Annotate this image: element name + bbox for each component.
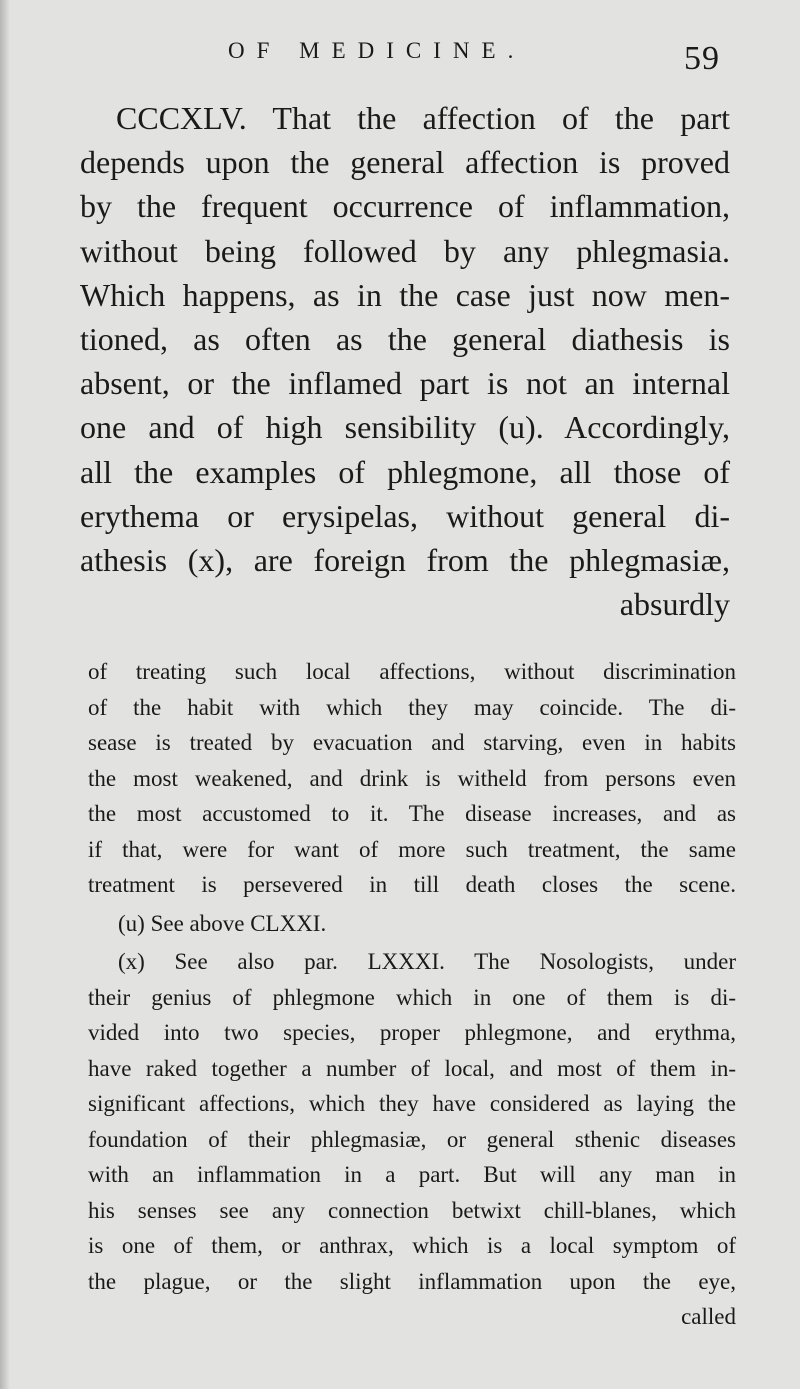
- footnote-x-line: have raked together a number of local, and most of them in-: [88, 1055, 736, 1081]
- running-head: OF MEDICINE.: [228, 38, 526, 63]
- text-line: Which happens, as in the case just now men-: [80, 276, 730, 313]
- footnote-line: the most accustomed to it. The disease increases, and as: [88, 801, 736, 826]
- footnote-u: (u) See above CLXXI.: [118, 910, 327, 936]
- main-paragraph: [80, 96, 730, 626]
- catchword-called: called: [681, 1304, 736, 1329]
- footnote-line: treatment is persevered in till death closes the scene.: [88, 872, 736, 897]
- text-line: tioned, as often as the general diathesis is: [80, 320, 730, 357]
- footnote-x-line: foundation of their phlegmasiæ, or general sthenic diseases: [88, 1126, 736, 1152]
- footnote-x-line: the plague, or the slight inflammation upon the eye,: [88, 1268, 736, 1294]
- text-line: by the frequent occurrence of inflammation,: [80, 188, 730, 225]
- footnote-line: sease is treated by evacuation and starving, even in habits: [88, 730, 736, 755]
- footnote-line: of treating such local affections, without discrimination: [88, 659, 736, 684]
- footnote-x-line: his senses see any connection betwixt chill-blanes, which: [88, 1197, 736, 1223]
- text-line: without being followed by any phlegmasia.: [80, 232, 730, 269]
- text-line: one and of high sensibility (u). Accordingly,: [80, 409, 730, 446]
- footnote-x-line: their genius of phlegmone which in one of them is di-: [88, 984, 736, 1010]
- text-line: all the examples of phlegmone, all those of: [80, 453, 730, 490]
- page-number: 59: [684, 40, 720, 77]
- footnote-x-line: vided into two species, proper phlegmone, and erythma,: [88, 1020, 736, 1045]
- text-line: depends upon the general affection is proved: [80, 144, 730, 181]
- footnote-line: of the habit with which they may coincide. The di-: [88, 694, 736, 720]
- footnote-line: the most weakened, and drink is witheld from persons even: [88, 765, 736, 791]
- text-line: athesis (x), are foreign from the phlegmasiæ,: [80, 541, 730, 578]
- footnote-x-line: significant affections, which they have considered as laying the: [88, 1091, 736, 1116]
- text-line: absent, or the inflamed part is not an internal: [80, 365, 730, 402]
- footnote-x-line: is one of them, or anthrax, which is a local symptom of: [88, 1233, 736, 1258]
- catchword-absurdly: absurdly: [619, 586, 730, 623]
- text-line: erythema or erysipelas, without general di-: [80, 497, 730, 534]
- footnotes: [88, 654, 736, 1335]
- footnote-x-line: (x) See also par. LXXXI. The Nosologists, under: [118, 949, 736, 974]
- footnote-x-line: with an inflammation in a part. But will any man in: [88, 1162, 736, 1187]
- text-line: CCCXLV. That the affection of the part: [116, 100, 730, 136]
- footnote-line: if that, were for want of more such treatment, the same: [88, 836, 736, 862]
